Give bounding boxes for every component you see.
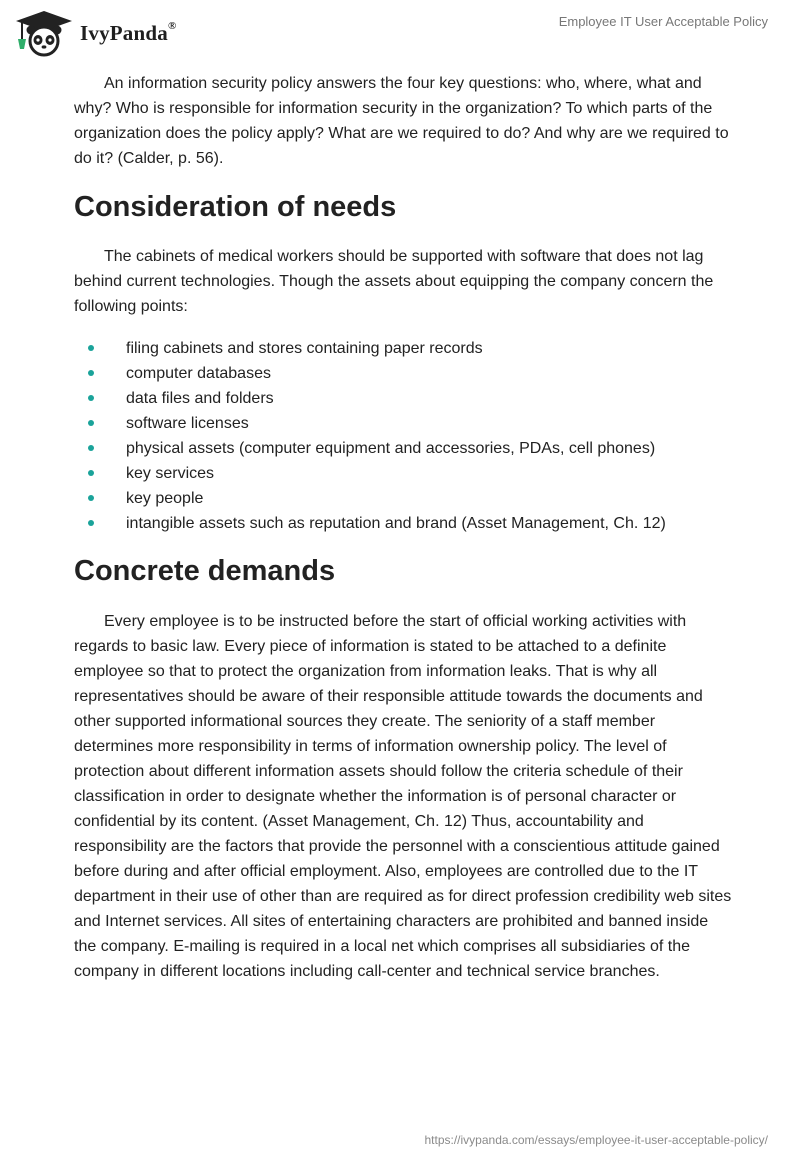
list-item (74, 336, 734, 361)
bullet-dot-icon (88, 420, 94, 426)
registered-mark: ® (167, 19, 177, 32)
ivypanda-logo[interactable] (14, 8, 176, 58)
list-item (74, 461, 734, 486)
intro-paragraph: An information security policy answers the four key questions: who, where, what and why? Who is responsible for information security in the organization? To which parts of the organization does the policy apply? What are we required to do? And why are we required to do it? (Calder, p. 56). (74, 75, 729, 167)
list-item (74, 361, 734, 386)
asset-bullet-list (74, 336, 734, 536)
list-item (74, 486, 734, 511)
page-header (0, 0, 800, 70)
section-heading-concrete-demands: Concrete demands (74, 555, 336, 587)
logo-wordmark (80, 21, 176, 46)
bullet-dot-icon (88, 395, 94, 401)
source-url-link[interactable]: https://ivypanda.com/essays/employee-it-user-acceptable-policy/ (424, 1133, 768, 1147)
bullet-dot-icon (88, 495, 94, 501)
section1-paragraph: The cabinets of medical workers should be supported with software that does not lag behind current technologies. Though the assets about equipping the company concern the following points: (74, 248, 714, 315)
bullet-dot-icon (88, 345, 94, 351)
essay-content (74, 70, 734, 984)
bullet-dot-icon (88, 445, 94, 451)
list-item (74, 511, 734, 536)
logo-name: IvyPanda (80, 20, 168, 45)
list-item-text: data files and folders (126, 390, 274, 407)
bullet-dot-icon (88, 470, 94, 476)
panda-logo-icon (14, 9, 74, 57)
section2-paragraph: Every employee is to be instructed before the start of official working activities with regards to basic law. Every piece of information is stated to be attached to a definite employee so that to protect the organization from information leaks. That is why all representatives should be aware of their responsible attitude towards the documents and other supported informational sources they create. The seniority of a staff member determines more responsibility in terms of information ownership policy. The level of protection about different information assets should follow the criteria schedule of their classification in order to designate whether the information is of personal character or confidential by its content. (Asset Management, Ch. 12) Thus, accountability and responsibility are the factors that provide the personnel with a conscientious attitude gained before during and after official employment. Also, employees are controlled due to the IT department in their use of other than are required as for direct profession credibility web sites and Internet services. All sites of entertaining characters are prohibited and banned inside the company. E-mailing is required in a local net which comprises all subsidiaries of the company in different locations including call-center and technical service branches. (74, 613, 732, 980)
section-heading-consideration-of-needs: Consideration of needs (74, 191, 397, 223)
list-item-text: software licenses (126, 415, 249, 432)
list-item-text: physical assets (computer equipment and accessories, PDAs, cell phones) (126, 440, 656, 457)
list-item (74, 436, 734, 461)
list-item-text: key people (126, 490, 204, 507)
list-item-text: computer databases (126, 365, 271, 382)
list-item (74, 411, 734, 436)
bullet-dot-icon (88, 520, 94, 526)
list-item-text: filing cabinets and stores containing paper records (126, 340, 483, 357)
list-item-text: intangible assets such as reputation and brand (Asset Management, Ch. 12) (126, 515, 666, 532)
list-item-text: key services (126, 465, 215, 482)
list-item (74, 386, 734, 411)
document-title: Employee IT User Acceptable Policy (558, 14, 768, 29)
bullet-dot-icon (88, 370, 94, 376)
